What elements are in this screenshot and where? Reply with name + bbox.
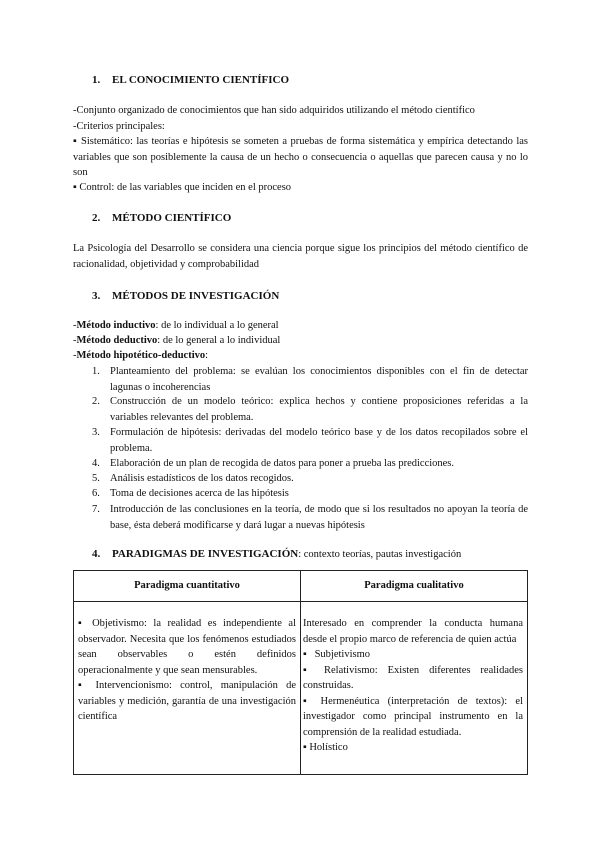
- table-item: ▪ Relativismo: Existen diferentes realidades construidas.: [303, 664, 523, 691]
- section-1-bullet-sistematico: ▪ Sistemático: las teorías e hipótesis se someten a pruebas de forma sistemática y empírica detectando las variables que son posiblemente la causa de un hecho o consecuencia o aquellas que parecen causa y no lo son: [73, 136, 528, 178]
- list-item: 2. Construcción de un modelo teórico: explica hechos y contiene proposiciones referidas a la variables relevantes del problema.: [92, 396, 528, 423]
- section-1-line-2: -Criterios principales:: [73, 121, 165, 132]
- table-header-cualitativo: Paradigma cualitativo: [301, 571, 528, 602]
- list-item: 1. Planteamiento del problema: se evalúan los conocimientos disponibles con el fin de detectar lagunas o incoherencias: [92, 366, 528, 393]
- table-cell-cuantitativo: [74, 602, 301, 775]
- list-item: 3. Formulación de hipótesis: derivadas del modelo teórico base y de los datos recopilados sobre el problema.: [92, 427, 528, 454]
- table-item: ▪ Objetivismo: la realidad es independiente al observador. Necesita que los fenómenos estudiados sean observables o estén definidos operacionalmente y que sean mensurables.: [78, 618, 296, 676]
- section-4-heading: 4. PARADIGMAS DE INVESTIGACIÓN: contexto teorías, pautas investigación: [92, 548, 462, 560]
- list-item: 7. Introducción de las conclusiones en la teoría, de modo que si los resultados no apoyan la teoría de base, ésta deberá modificarse y dará lugar a nuevas hipótesis: [92, 504, 542, 531]
- section-3-heading: 3. MÉTODOS DE INVESTIGACIÓN: [92, 290, 280, 302]
- section-4-subtitle: : contexto teorías, pautas investigación: [298, 549, 462, 560]
- list-item: 4. Elaboración de un plan de recogida de datos para poner a prueba las predicciones.: [92, 458, 455, 469]
- table-item: ▪ Intervencionismo: control, manipulación de variables y medición, garantía de una investigación científica: [78, 680, 296, 722]
- section-1-line-1: -Conjunto organizado de conocimientos que han sido adquiridos utilizando el método científico: [73, 105, 475, 116]
- list-item: 5. Análisis estadísticos de los datos recogidos.: [92, 473, 294, 484]
- method-deductivo: -Método deductivo: de lo general a lo individual: [73, 335, 281, 346]
- method-hipotetico-deductivo: -Método hipotético-deductivo:: [73, 350, 209, 361]
- table-item: Interesado en comprender la conducta humana desde el propio marco de referencia de quien actúa: [303, 618, 523, 645]
- section-2-paragraph: La Psicología del Desarrollo se considera una ciencia porque sigue los principios del método científico de racionalidad, objetividad y comprobabilidad: [73, 243, 528, 270]
- list-item: 6. Toma de decisiones acerca de las hipótesis: [92, 488, 289, 499]
- table-cell-cualitativo: [301, 602, 528, 775]
- table-item: ▪ Subjetivismo: [303, 649, 371, 660]
- table-item: ▪ Holístico: [303, 742, 348, 753]
- method-inductivo: -Método inductivo: de lo individual a lo general: [73, 320, 279, 331]
- section-1-heading: 1. EL CONOCIMIENTO CIENTÍFICO: [92, 74, 290, 86]
- table-header-cuantitativo: Paradigma cuantitativo: [74, 571, 301, 602]
- paradigms-table: [73, 570, 528, 775]
- section-2-heading: 2. MÉTODO CIENTÍFICO: [92, 212, 232, 224]
- section-1-bullet-control: ▪ Control: de las variables que inciden en el proceso: [73, 182, 292, 193]
- table-item: ▪ Hermenéutica (interpretación de textos): el investigador como principal instrumento en la comprensión de la realidad estudiada.: [303, 695, 523, 738]
